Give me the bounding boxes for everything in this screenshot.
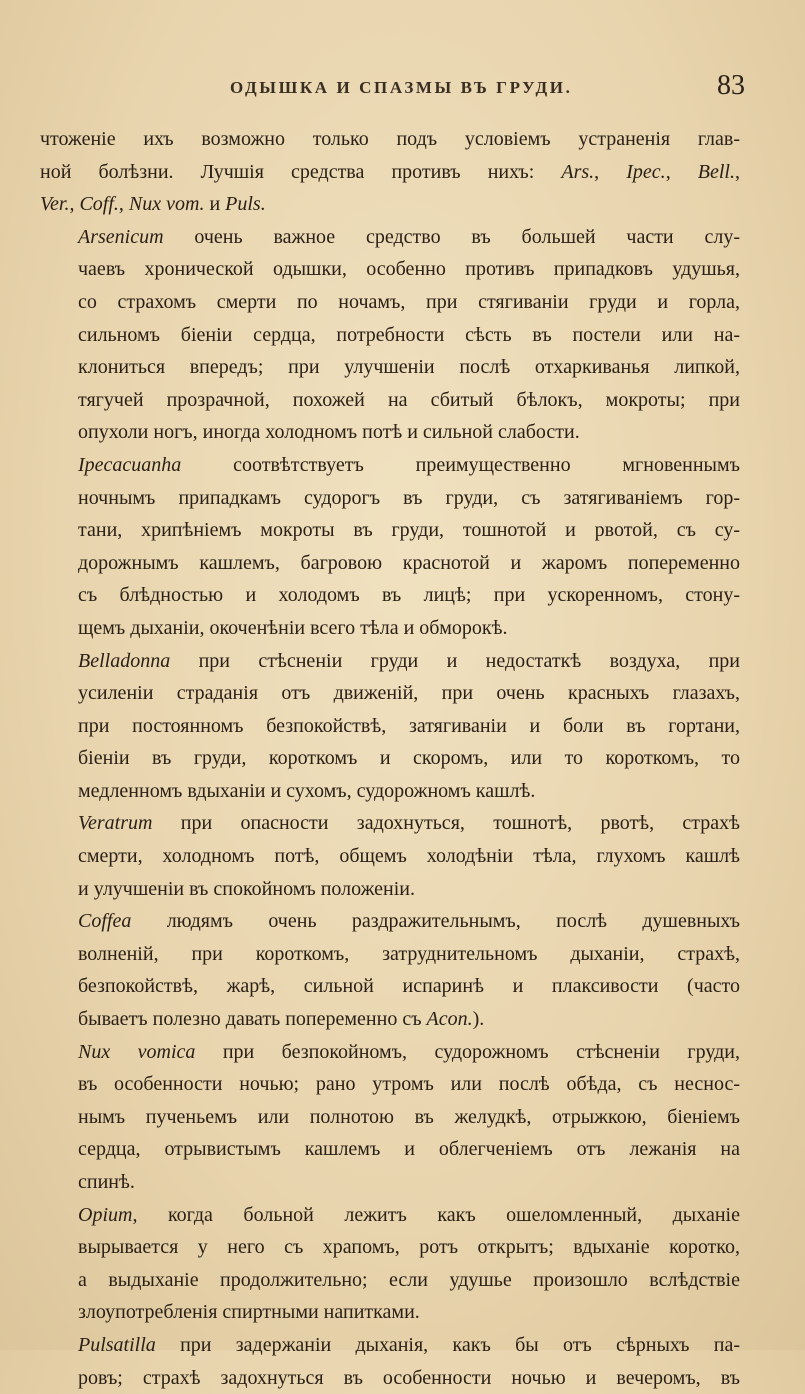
text-line: Coffea людямъ очень раздражительнымъ, послѣ душевныхъ — [78, 910, 740, 933]
text-line: со страхомъ смерти по ночамъ, при стягиваніи груди и горла, — [78, 290, 740, 313]
text-line: Opium, когда больной лежитъ какъ ошеломленный, дыханіе — [78, 1203, 740, 1226]
text-line: сильномъ біеніи сердца, потребности сѣсть въ постели или на- — [78, 323, 740, 346]
text-line: смерти, холодномъ потѣ, общемъ холодѣніи тѣла, глухомъ кашлѣ — [78, 845, 740, 868]
text-line: нымъ пученьемъ или полнотою въ желудкѣ, отрыжкою, біеніемъ — [78, 1105, 740, 1128]
text-line: при постоянномъ безпокойствѣ, затягиваніи и боли въ гортани, — [78, 714, 740, 737]
paragraph — [40, 123, 740, 221]
text-line: спинѣ. — [78, 1171, 135, 1193]
text-line: ровъ; страхѣ задохнуться въ особенности ночью и вечеромъ, въ — [78, 1366, 740, 1389]
paragraph-nux-vomica — [40, 1036, 740, 1199]
page-number: 83 — [717, 70, 745, 101]
text-line: Pulsatilla при задержаніи дыханія, какъ бы отъ сѣрныхъ па- — [78, 1333, 740, 1356]
text-line: въ особенности ночью; рано утромъ или послѣ обѣда, съ неснос- — [78, 1073, 740, 1096]
text-line: съ блѣдностью и холодомъ въ лицѣ; при ускоренномъ, стону- — [78, 584, 740, 607]
text-line: тягучей прозрачной, похожей на сбитый бѣлокъ, мокроты; при — [78, 388, 740, 411]
text-line: волненій, при короткомъ, затруднительномъ дыханіи, страхѣ, — [78, 942, 740, 965]
text-line: усиленіи страданія отъ движеній, при очень красныхъ глазахъ, — [78, 682, 740, 705]
text-line: Nux vomica при безпокойномъ, судорожномъ стѣсненіи груди, — [78, 1040, 740, 1063]
text-line: безпокойствѣ, жарѣ, сильной испаринѣ и плаксивости (часто — [78, 975, 740, 998]
text-line: Ver., Coff., Nux vom. и Puls. — [40, 193, 266, 216]
text-line: біеніи въ груди, короткомъ и скоромъ, или то короткомъ, то — [78, 747, 740, 770]
paragraph-belladonna — [40, 645, 740, 808]
text-line: а выдыханіе продолжительно; если удушье произошло вслѣдствіе — [78, 1268, 740, 1291]
text-line: щемъ дыханіи, окоченѣніи всего тѣла и обморокѣ. — [78, 616, 508, 639]
paragraph-opium — [40, 1199, 740, 1329]
text-line: чаевъ хронической одышки, особенно противъ припадковъ удушья, — [78, 258, 740, 281]
paragraph-arsenicum — [40, 221, 740, 449]
paragraph-ipecacuanha — [40, 449, 740, 645]
text-line: опухоли ногъ, иногда холодномъ потѣ и сильной слабости. — [78, 421, 580, 444]
text-line: вырывается у него съ храпомъ, ротъ открытъ; вдыханіе коротко, — [78, 1236, 740, 1259]
text-line: сердца, отрывистымъ кашлемъ и облегченіемъ отъ лежанія на — [78, 1138, 740, 1161]
text-line: тани, хрипѣніемъ мокроты въ груди, тошнотой и рвотой, съ су- — [78, 519, 740, 542]
paragraph-coffea — [40, 905, 740, 1035]
text-line: Arsenicum очень важное средство въ большей части слу- — [78, 225, 740, 248]
text-line: дорожнымъ кашлемъ, багровою краснотой и жаромъ попеременно — [78, 551, 740, 574]
paragraph-veratrum — [40, 807, 740, 905]
text-line: Belladonna при стѣсненіи груди и недостаткѣ воздуха, при — [78, 649, 740, 672]
paragraph-pulsatilla — [40, 1329, 740, 1394]
running-head — [40, 70, 745, 110]
text-line: бываетъ полезно давать попеременно съ Acon.). — [78, 1008, 485, 1031]
running-head-title: ОДЫШКА И СПАЗМЫ ВЪ ГРУДИ. — [230, 78, 573, 97]
text-line: медленномъ вдыханіи и сухомъ, судорожномъ кашлѣ. — [78, 779, 536, 802]
text-line: чтоженіе ихъ возможно только подъ условіемъ устраненія глав- — [40, 128, 740, 150]
text-line: и улучшеніи въ спокойномъ положеніи. — [78, 877, 416, 900]
text-line: Ipecacuanha соотвѣтствуетъ преимущественно мгновеннымъ — [78, 453, 740, 476]
text-line: злоупотребленія спиртными напитками. — [78, 1301, 420, 1324]
text-line: ной болѣзни. Лучшія средства противъ нихъ: Ars., Ipec., Bell., — [40, 160, 740, 183]
text-line: клониться впередъ; при улучшеніи послѣ отхаркиванья липкой, — [78, 356, 740, 379]
body-text — [40, 123, 740, 1394]
text-line: Veratrum при опасности задохнуться, тошнотѣ, рвотѣ, страхѣ — [78, 812, 740, 835]
text-line: ночнымъ припадкамъ судорогъ въ груди, съ затягиваніемъ гор- — [78, 486, 740, 509]
